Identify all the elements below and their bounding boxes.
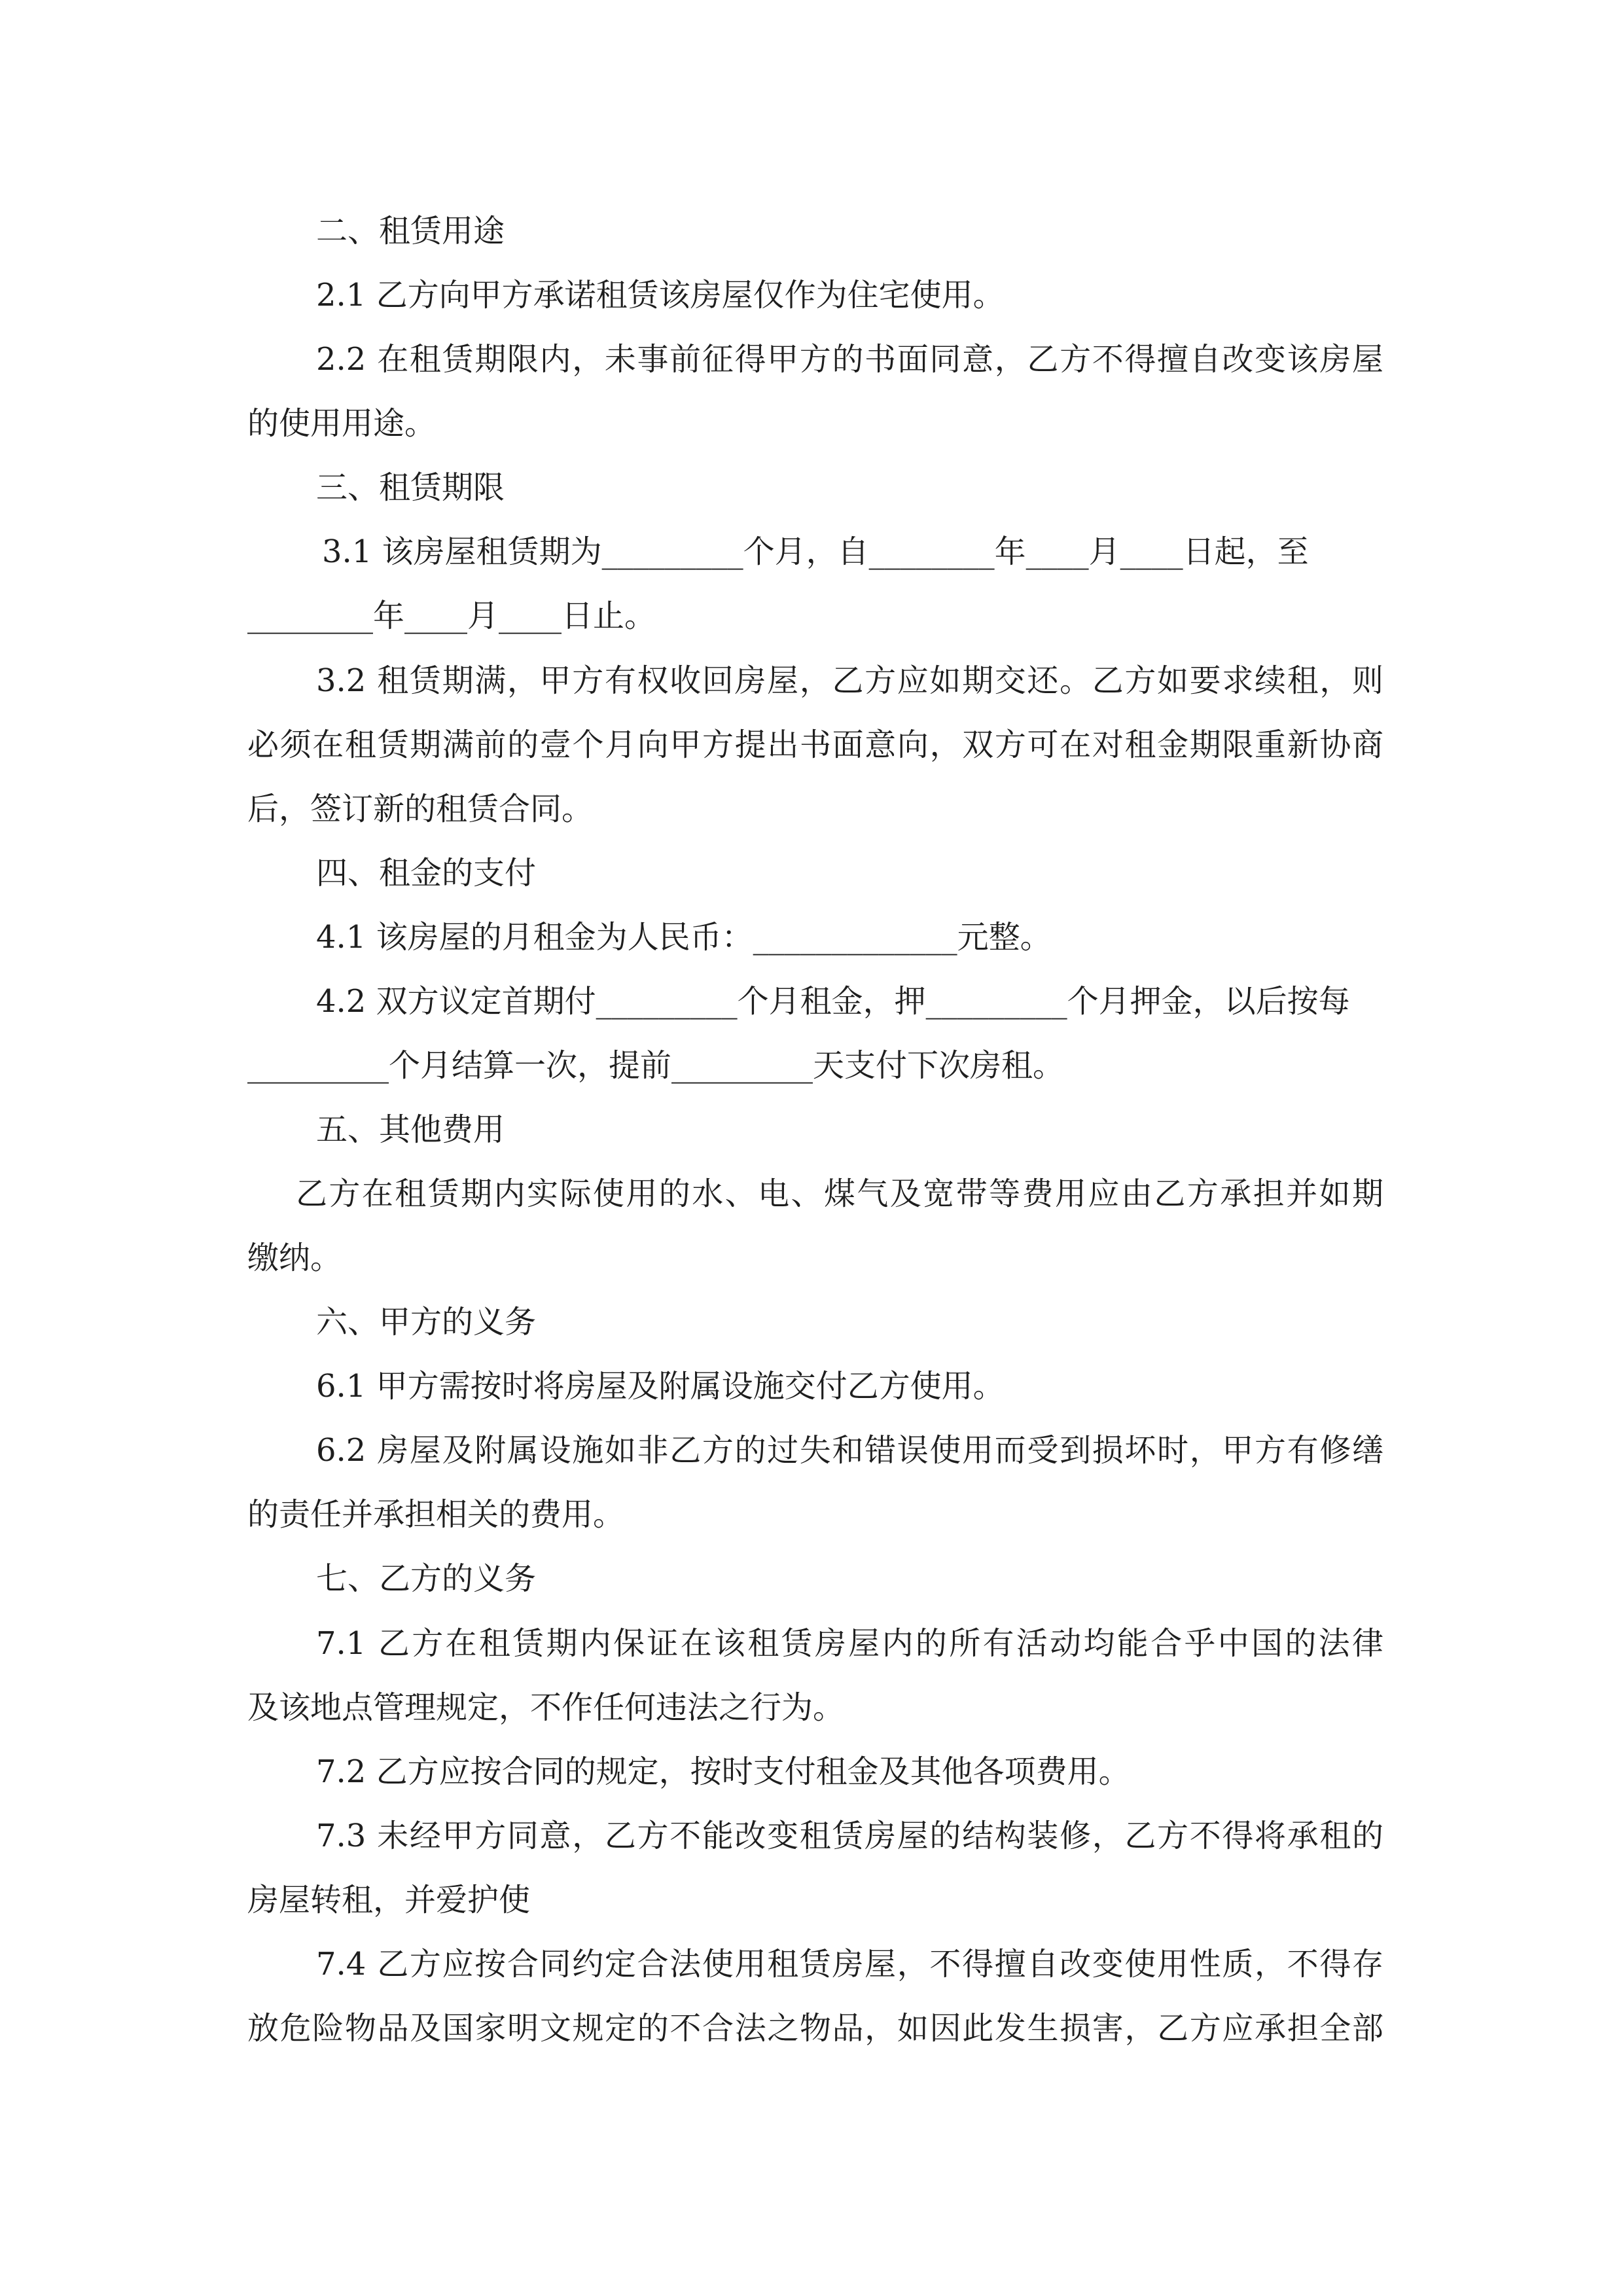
section-heading: 二、租赁用途 bbox=[316, 213, 505, 249]
clause-line: 乙方在租赁期内实际使用的水、电、煤气及宽带等费用应由乙方承担并如期 bbox=[296, 1175, 1383, 1212]
section-heading: 四、租金的支付 bbox=[316, 855, 537, 891]
section-heading: 六、甲方的义务 bbox=[316, 1304, 537, 1340]
clause-line: 7.3 未经甲方同意，乙方不能改变租赁房屋的结构装修，乙方不得将承租的 bbox=[316, 1818, 1383, 1854]
clause-line: 的责任并承担相关的费用。 bbox=[247, 1496, 625, 1533]
clause-line: 4.2 双方议定首期付_________个月租金，押_________个月押金，以后按每 bbox=[316, 983, 1350, 1020]
clause-line: 必须在租赁期满前的壹个月向甲方提出书面意向，双方可在对租金期限重新协商 bbox=[247, 726, 1383, 763]
clause-line: 7.1 乙方在租赁期内保证在该租赁房屋内的所有活动均能合乎中国的法律 bbox=[316, 1625, 1383, 1662]
section-heading: 五、其他费用 bbox=[316, 1111, 505, 1148]
clause-line: 2.1 乙方向甲方承诺租赁该房屋仅作为住宅使用。 bbox=[316, 277, 1005, 314]
clause-line: 2.2 在租赁期限内，未事前征得甲方的书面同意，乙方不得擅自改变该房屋 bbox=[316, 341, 1383, 378]
clause-line: 后，签订新的租赁合同。 bbox=[247, 791, 594, 827]
section-heading: 七、乙方的义务 bbox=[316, 1560, 537, 1597]
clause-line: 放危险物品及国家明文规定的不合法之物品，如因此发生损害，乙方应承担全部 bbox=[247, 2010, 1383, 2047]
clause-line: 房屋转租，并爱护使 bbox=[247, 1882, 531, 1918]
clause-line: _________个月结算一次，提前_________天支付下次房租。 bbox=[247, 1047, 1065, 1084]
clause-line: 3.1 该房屋租赁期为_________个月，自________年____月____日起，至 bbox=[322, 533, 1309, 570]
clause-line: 6.1 甲方需按时将房屋及附属设施交付乙方使用。 bbox=[316, 1368, 1005, 1405]
clause-line: 4.1 该房屋的月租金为人民币：_____________元整。 bbox=[316, 919, 1052, 956]
clause-line: 及该地点管理规定，不作任何违法之行为。 bbox=[247, 1689, 845, 1726]
clause-line: 6.2 房屋及附属设施如非乙方的过失和错误使用而受到损坏时，甲方有修缮 bbox=[316, 1432, 1383, 1469]
section-heading: 三、租赁期限 bbox=[316, 469, 505, 506]
clause-line: 的使用用途。 bbox=[247, 405, 437, 442]
clause-line: 3.2 租赁期满，甲方有权收回房屋，乙方应如期交还。乙方如要求续租，则 bbox=[316, 662, 1383, 699]
clause-line: 7.4 乙方应按合同约定合法使用租赁房屋，不得擅自改变使用性质，不得存 bbox=[316, 1946, 1383, 1982]
clause-line: 缴纳。 bbox=[247, 1240, 342, 1276]
clause-line: 7.2 乙方应按合同的规定，按时支付租金及其他各项费用。 bbox=[316, 1753, 1130, 1790]
clause-line: ________年____月____日止。 bbox=[247, 598, 656, 634]
